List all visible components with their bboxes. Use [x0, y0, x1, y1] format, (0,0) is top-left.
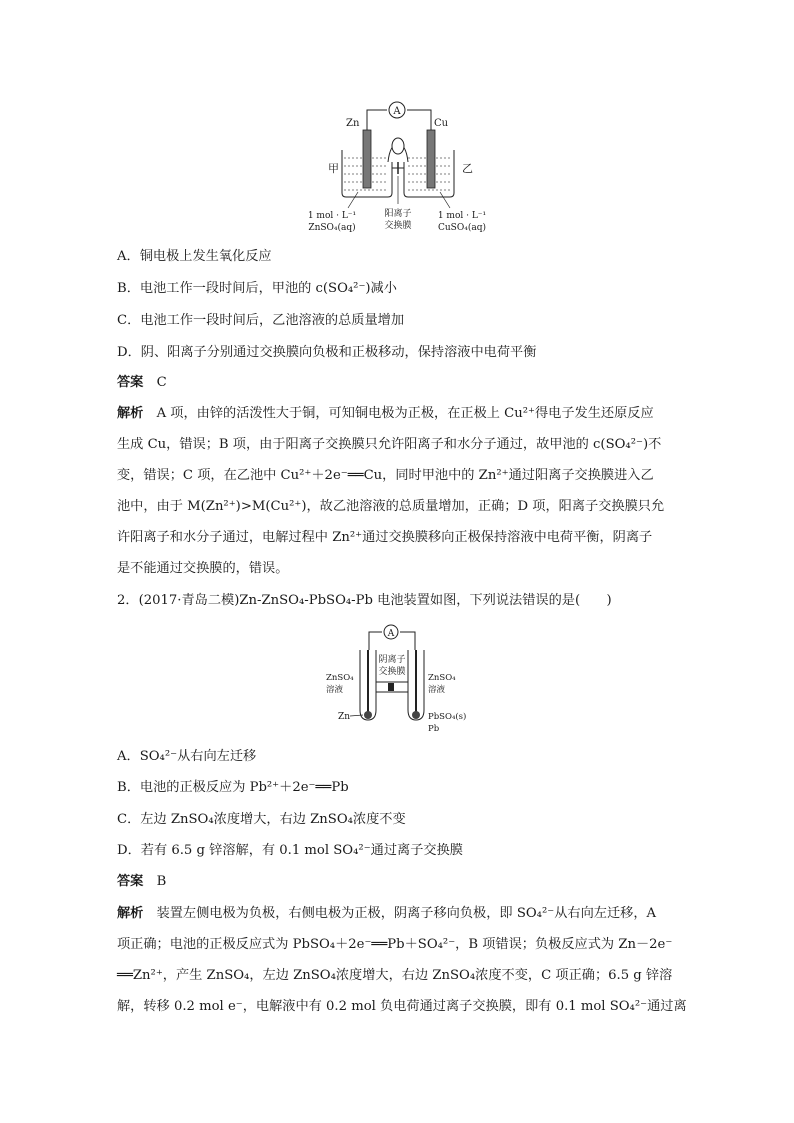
membrane-label-2: 交换膜: [384, 221, 412, 231]
q1-answer: [117, 373, 679, 393]
q2-analysis-line-1: [117, 904, 679, 924]
q2-analysis-label: 解析: [117, 906, 144, 921]
ammeter2-label: A: [387, 629, 395, 639]
q1-analysis-line-3: 变，错误；C 项，在乙池中 Cu²⁺＋2e⁻══Cu，同时甲池中的 Zn²⁺通过阳离子交换膜进入乙: [117, 468, 654, 483]
q1-option-b: B．电池工作一段时间后，甲池的 c(SO₄²⁻)减小: [117, 281, 397, 296]
q2-analysis-line-4: 解，转移 0.2 mol e⁻，电解液中有 0.2 mol 负电荷通过离子交换膜，即有 0.1 mol SO₄²⁻通过离: [117, 999, 687, 1014]
q1-analysis-label: 解析: [117, 406, 144, 421]
q1-option-d: D．阴、阳离子分别通过交换膜向负极和正极移动，保持溶液中电荷平衡: [117, 345, 537, 360]
cu-electrode: [427, 130, 435, 188]
membrane2-label-2: 交换膜: [378, 667, 406, 677]
right2-solution-2: 溶液: [428, 685, 446, 695]
right2-electrode-2: Pb: [428, 724, 440, 734]
q2-analysis-line-2: 项正确；电池的正极反应式为 PbSO₄＋2e⁻══Pb＋SO₄²⁻，B 项错误；负极反应式为 Zn－2e⁻: [117, 937, 673, 952]
q2-analysis-line-3: ══Zn²⁺，产生 ZnSO₄，左边 ZnSO₄浓度增大，右边 ZnSO₄浓度不变，C 项正确；6.5 g 锌溶: [117, 968, 673, 983]
zn-electrode: [363, 130, 371, 188]
q2-answer: [117, 872, 679, 892]
q2-answer-value: B: [156, 874, 167, 889]
zn-cu-cell-diagram: [300, 100, 500, 240]
q1-analysis-line-1: [117, 404, 679, 424]
right-solution-conc: 1 mol · L⁻¹: [437, 211, 487, 221]
q1-analysis-line-5: 许阳离子和水分子通过，电解过程中 Zn²⁺通过交换膜移向正极保持溶液中电荷平衡，阴离子: [117, 530, 653, 545]
q1-answer-label: 答案: [117, 375, 144, 390]
q2-answer-label: 答案: [117, 874, 144, 889]
q1-analysis-line-4: 池中，由于 M(Zn²⁺)>M(Cu²⁺)，故乙池溶液的总质量增加，正确；D 项，阳离子交换膜只允: [117, 499, 665, 514]
right2-solution-1: ZnSO₄: [428, 673, 456, 683]
left-solution-name: ZnSO₄(aq): [308, 223, 356, 233]
ammeter-label: A: [393, 106, 401, 117]
q1-option-a: A．铜电极上发生氧化反应: [117, 249, 272, 264]
q1-answer-value: C: [156, 375, 167, 390]
q2-option-a: A．SO₄²⁻从右向左迁移: [117, 749, 257, 764]
left2-solution-1: ZnSO₄: [326, 673, 354, 683]
q2-stem: 2．(2017·青岛二模)Zn-ZnSO₄-PbSO₄-Pb 电池装置如图，下列说法错误的是( ): [117, 593, 612, 608]
q1-analysis-line-2: 生成 Cu，错误；B 项，由于阳离子交换膜只允许阳离子和水分子通过，故甲池的 c(SO₄²⁻)不: [117, 437, 662, 452]
anion-membrane: [388, 683, 394, 691]
q2-analysis-text-1: 装置左侧电极为负极，右侧电极为正极，阴离子移向负极，即 SO₄²⁻从右向左迁移，A: [156, 906, 657, 921]
left-electrode-label: Zn: [346, 118, 360, 129]
q2-option-c: C．左边 ZnSO₄浓度增大，右边 ZnSO₄浓度不变: [117, 812, 406, 827]
membrane2-label-1: 阴离子: [378, 655, 406, 665]
q2-option-d: D．若有 6.5 g 锌溶解，有 0.1 mol SO₄²⁻通过离子交换膜: [117, 843, 463, 858]
membrane-label-1: 阳离子: [384, 209, 412, 219]
left2-electrode: Zn: [338, 712, 351, 722]
left-cell-label: 甲: [328, 162, 339, 175]
right2-electrode-1: PbSO₄(s): [428, 712, 467, 722]
q1-analysis-line-6: 是不能通过交换膜的，错误。: [117, 561, 289, 576]
right-cell-label: 乙: [462, 162, 473, 175]
q1-analysis-text-1: A 项，由锌的活泼性大于铜，可知铜电极为正极，在正极上 Cu²⁺得电子发生还原反应: [156, 406, 654, 421]
right-solution-name: CuSO₄(aq): [438, 223, 486, 233]
left-solution-conc: 1 mol · L⁻¹: [307, 211, 357, 221]
left2-solution-2: 溶液: [326, 685, 344, 695]
zn-pb-cell-diagram: [326, 620, 470, 735]
right-electrode-label: Cu: [434, 118, 449, 129]
q1-option-c: C．电池工作一段时间后，乙池溶液的总质量增加: [117, 313, 405, 328]
q2-option-b: B．电池的正极反应为 Pb²⁺＋2e⁻══Pb: [117, 780, 349, 795]
